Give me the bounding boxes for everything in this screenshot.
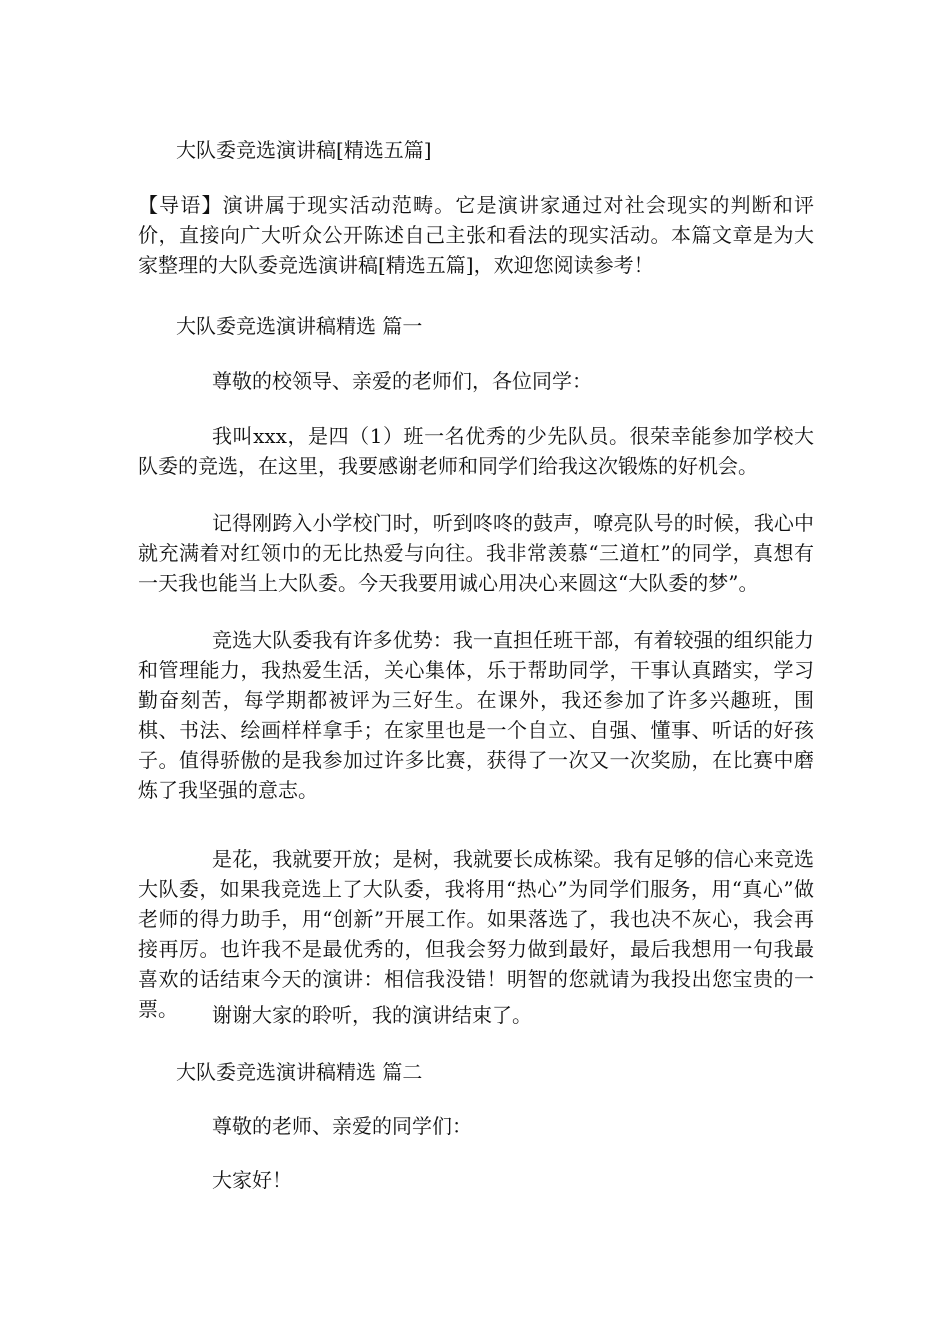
- section-1-heading: 大队委竞选演讲稿精选 篇一: [176, 314, 423, 338]
- section-1-paragraph-1: 我叫xxx，是四（1）班一名优秀的少先队员。很荣幸能参加学校大队委的竞选，在这里，我要感谢老师和同学们给我这次锻炼的好机会。: [138, 424, 814, 478]
- section-1-paragraph-3: 竞选大队委我有许多优势：我一直担任班干部，有着较强的组织能力和管理能力，我热爱生活，关心集体，乐于帮助同学，干事认真踏实，学习勤奋刻苦，每学期都被评为三好生。在课外，我还参加了许多兴趣班，围棋、书法、绘画样样拿手；在家里也是一个自立、自强、懂事、听话的好孩子。值得骄傲的是我参加过许多比赛，获得了一次又一次奖励，在比赛中磨炼了我坚强的意志。: [138, 628, 814, 802]
- document-title: 大队委竞选演讲稿[精选五篇]: [176, 138, 432, 162]
- section-1-closing: 谢谢大家的聆听，我的演讲结束了。: [212, 1003, 532, 1027]
- section-2-greeting: 尊敬的老师、亲爱的同学们：: [212, 1114, 472, 1138]
- section-1-greeting: 尊敬的校领导、亲爱的老师们，各位同学：: [212, 369, 592, 393]
- section-2-heading: 大队委竞选演讲稿精选 篇二: [176, 1060, 423, 1084]
- section-2-hello: 大家好！: [212, 1168, 292, 1192]
- section-1-paragraph-2: 记得刚跨入小学校门时，听到咚咚的鼓声，嘹亮队号的时候，我心中就充满着对红领巾的无比热爱与向往。我非常羡慕“三道杠”的同学，真想有一天我也能当上大队委。今天我要用诚心用决心来圆这“大队委的梦”。: [138, 511, 814, 595]
- intro-paragraph: 【导语】演讲属于现实活动范畴。它是演讲家通过对社会现实的判断和评价，直接向广大听众公开陈述自己主张和看法的现实活动。本篇文章是为大家整理的大队委竞选演讲稿[精选五篇]，欢迎您阅读参考！: [138, 193, 814, 277]
- section-1-paragraph-4: 是花，我就要开放；是树，我就要长成栋梁。我有足够的信心来竞选大队委，如果我竞选上了大队委，我将用“热心”为同学们服务，用“真心”做老师的得力助手，用“创新”开展工作。如果落选了，我也决不灰心，我会再接再厉。也许我不是最优秀的，但我会努力做到最好，最后我想用一句我最喜欢的话结束今天的演讲：相信我没错！明智的您就请为我投出您宝贵的一票。: [138, 847, 814, 1021]
